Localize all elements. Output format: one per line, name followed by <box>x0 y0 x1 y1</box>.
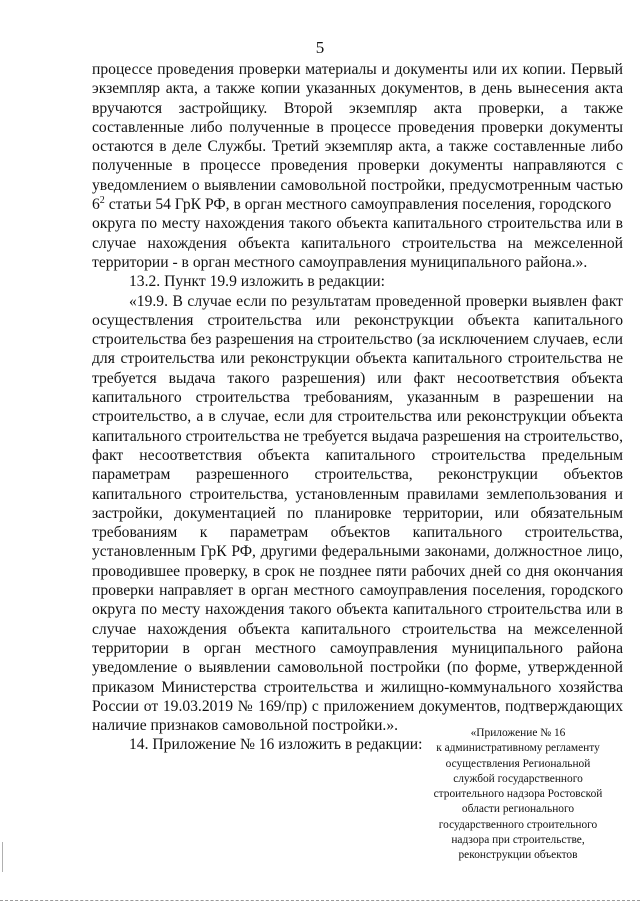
body-line-text: округа по месту нахождения такого объекта капитального строительства или в <box>92 601 623 619</box>
body-line-text: случае нахождения объекта капитального строительства на межселенной <box>92 620 623 638</box>
body-line-text: факт несоответствия объекта капитального строительства предельным <box>92 446 623 464</box>
body-line-text: параметрам разрешенного строительства, реконструкции объектов <box>92 466 623 484</box>
body-line-text: для строительства или реконструкции объекта капитального строительства не <box>92 350 623 368</box>
appendix-header <box>418 726 618 864</box>
appendix-line: реконструкции объектов <box>458 849 578 862</box>
body-line-text: осуществления строительства или реконструкции объекта капитального <box>92 311 623 329</box>
body-line-text: России от 19.03.2019 № 169/пр) с приложением документов, подтверждающих <box>92 697 623 715</box>
body-line-text: требуется выдача такого разрешения) или факт несоответствия объекта <box>92 369 623 387</box>
body-line-text: экземпляр акта, а также копии указанных документов, в день вынесения акта <box>92 80 623 98</box>
body-line <box>92 465 623 484</box>
body-line <box>92 176 623 195</box>
body-line <box>92 118 623 137</box>
body-line-text: вручаются застройщику. Второй экземпляр акта проверки, а также <box>92 99 623 117</box>
scan-margin-mark <box>2 842 3 872</box>
body-line-text: требованиям к параметрам объектов капитального строительства, <box>92 524 623 542</box>
body-line <box>92 195 623 214</box>
body-line-text: капитального строительства требованиям, указанным в разрешении на <box>92 389 623 407</box>
body-line-text: строительство, а в случае, если для строительства или реконструкции объекта <box>92 408 623 426</box>
body-line <box>92 60 623 79</box>
body-line-text: 14. Приложение № 16 изложить в редакции: <box>129 736 423 754</box>
appendix-line: строительного надзора Ростовской <box>433 788 603 801</box>
body-line-text: уведомление о выявлении самовольной постройки (по форме, утвержденной <box>92 659 623 677</box>
appendix-line: «Приложение № 16 <box>470 727 566 739</box>
body-line <box>92 581 623 600</box>
body-line <box>92 562 623 581</box>
appendix-line: службой государственного <box>453 772 583 785</box>
body-line-text: территории - в орган местного самоуправления муниципального района.». <box>92 253 588 271</box>
appendix-line: осуществления Региональной <box>445 757 591 770</box>
body-line <box>92 311 623 330</box>
body-line-text: проверки направляет в орган местного самоуправления поселения, городского <box>92 582 623 600</box>
body-line <box>92 79 623 98</box>
body-line <box>92 620 623 639</box>
body-line-text: приказом Министерства строительства и жилищно-коммунального хозяйства <box>92 678 623 696</box>
appendix-line: области регионального <box>461 803 575 816</box>
body-line <box>92 330 623 349</box>
body-line <box>92 156 623 175</box>
body-line-text: 13.2. Пункт 19.9 изложить в редакции: <box>129 273 385 291</box>
body-line <box>92 485 623 504</box>
body-line <box>92 600 623 619</box>
body-line <box>92 504 623 523</box>
article-part-superscript: 2 <box>99 194 105 206</box>
body-line <box>92 369 623 388</box>
appendix-line: к административному регламенту <box>436 742 600 755</box>
body-line-text: капитального строительства не требуется выдача разрешения на строительство, <box>92 427 623 445</box>
body-line-text: округа по месту нахождения такого объекта капитального строительства или в <box>92 215 623 233</box>
article-part-number: 6 <box>92 196 100 214</box>
page-number: 5 <box>315 38 325 57</box>
body-line-text: капитального строительства, установленным правилами землепользования и <box>92 485 623 503</box>
body-line <box>92 99 623 118</box>
body-line <box>92 234 623 253</box>
body-line <box>92 427 623 446</box>
body-line <box>92 658 623 677</box>
scan-bottom-edge <box>0 900 640 901</box>
body-line <box>92 678 623 697</box>
body-text <box>92 60 623 755</box>
body-line-text: застройки, документацией по планировке территории, или обязательным <box>92 504 623 522</box>
body-line-text: «19.9. В случае если по результатам проведенной проверки выявлен факт <box>129 292 623 310</box>
body-line-text: составленные либо полученные в процессе проведения проверки документы <box>92 118 623 136</box>
body-line <box>92 407 623 426</box>
body-line-text: уведомлением о выявлении самовольной постройки, предусмотренным частью <box>92 176 623 194</box>
body-line-text: остаются в деле Службы. Третий экземпляр акта, а также составленные либо <box>92 138 623 156</box>
body-line-text: установленным ГрК РФ, другими федеральными законами, должностное лицо, <box>92 543 623 561</box>
body-line-text: случае нахождения объекта капитального строительства на межселенной <box>92 234 623 252</box>
body-line <box>92 214 623 233</box>
body-line <box>92 523 623 542</box>
body-line-text: статьи 54 ГрК РФ, в орган местного самоуправления поселения, городского <box>108 196 612 214</box>
appendix-line: надзора при строительстве, <box>451 834 585 847</box>
body-line <box>92 639 623 658</box>
body-line <box>92 253 623 272</box>
body-line <box>92 542 623 561</box>
appendix-line: государственного строительного <box>438 818 598 831</box>
body-line <box>92 272 623 291</box>
body-line <box>92 137 623 156</box>
body-line-text: полученные в процессе проведения проверки документы направляются с <box>92 157 623 175</box>
body-line-text: процессе проведения проверки материалы и документы или их копии. Первый <box>92 61 623 78</box>
body-line-text: территории в орган местного самоуправления муниципального района <box>92 639 623 657</box>
body-line-text: наличие признаков самовольной постройки.». <box>92 717 399 735</box>
body-line <box>92 349 623 368</box>
body-line <box>92 292 623 311</box>
body-line-text: строительства без разрешения на строительство (за исключением случаев, если <box>92 331 623 349</box>
body-line <box>92 697 623 716</box>
body-line-text: проводившее проверку, в срок не позднее пяти рабочих дней со дня окончания <box>92 562 623 580</box>
body-line <box>92 388 623 407</box>
body-line <box>92 446 623 465</box>
